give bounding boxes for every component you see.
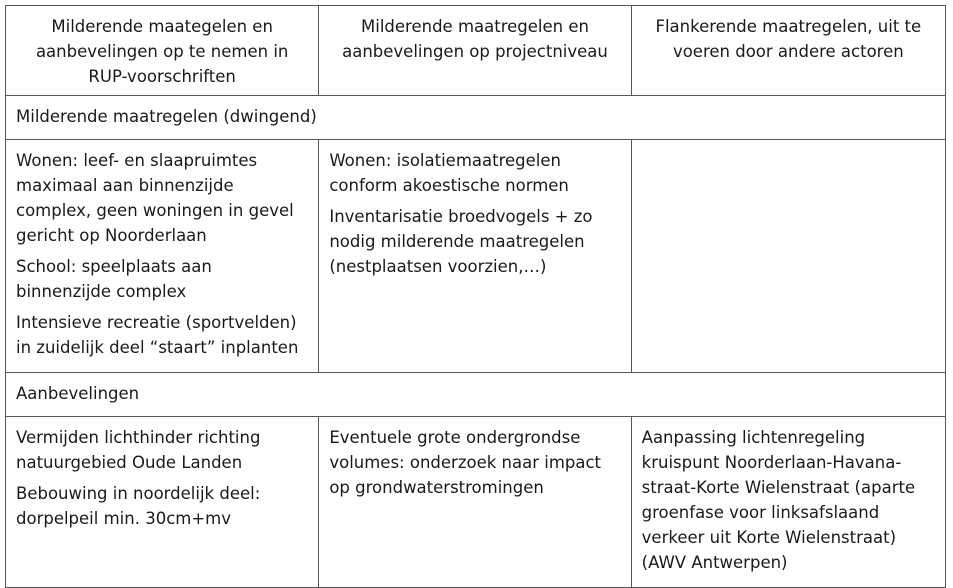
list-item: Vermijden lichthinder richting natuurgebied Oude Landen bbox=[16, 428, 261, 472]
list-item: Inventarisatie broedvogels + zo nodig milderende maatregelen (nestplaatsen voorzien,…) bbox=[329, 207, 593, 276]
section-row-recommendations bbox=[6, 373, 946, 417]
cell-mitigating-project bbox=[319, 140, 631, 373]
measures-table bbox=[5, 5, 946, 588]
list-item: Intensieve recreatie (sportvelden) in zuidelijk deel “staart” inplanten bbox=[16, 313, 299, 357]
list-item: Eventuele grote ondergrondse volumes: onderzoek naar impact op grondwaterstromingen bbox=[329, 428, 602, 497]
cell-recommendations-flanking bbox=[631, 417, 945, 588]
section-row-mitigating bbox=[6, 96, 946, 140]
header-cell-rup: Milderende maategelen en aanbevelingen op te nemen in RUP-voorschriften bbox=[6, 6, 319, 96]
cell-recommendations-project bbox=[319, 417, 631, 588]
list-item: Wonen: isolatiemaatregelen conform akoestische normen bbox=[329, 151, 569, 195]
header-cell-project: Milderende maatregelen en aanbevelingen op projectniveau bbox=[319, 6, 631, 96]
list-item: School: speelplaats aan binnenzijde complex bbox=[16, 257, 212, 301]
cell-mitigating-flanking bbox=[631, 140, 945, 373]
header-row bbox=[6, 6, 946, 96]
table-row-mitigating bbox=[6, 140, 946, 373]
list-item: Aanpassing lichtenregeling kruispunt Noorderlaan-Havana-straat-Korte Wielenstraat (aparte groenfase voor linksafslaand verkeer uit Korte Wielenstraat) (AWV Antwerpen) bbox=[641, 428, 916, 572]
cell-recommendations-rup bbox=[6, 417, 319, 588]
cell-mitigating-rup bbox=[6, 140, 319, 373]
header-cell-flanking: Flankerende maatregelen, uit te voeren door andere actoren bbox=[631, 6, 945, 96]
section-title-recommendations: Aanbevelingen bbox=[6, 373, 946, 417]
list-item: Bebouwing in noordelijk deel: dorpelpeil min. 30cm+mv bbox=[16, 484, 261, 528]
list-item: Wonen: leef- en slaapruimtes maximaal aan binnenzijde complex, geen woningen in gevel gericht op Noorderlaan bbox=[16, 151, 294, 245]
table-row-recommendations bbox=[6, 417, 946, 588]
section-title-mitigating: Milderende maatregelen (dwingend) bbox=[6, 96, 946, 140]
